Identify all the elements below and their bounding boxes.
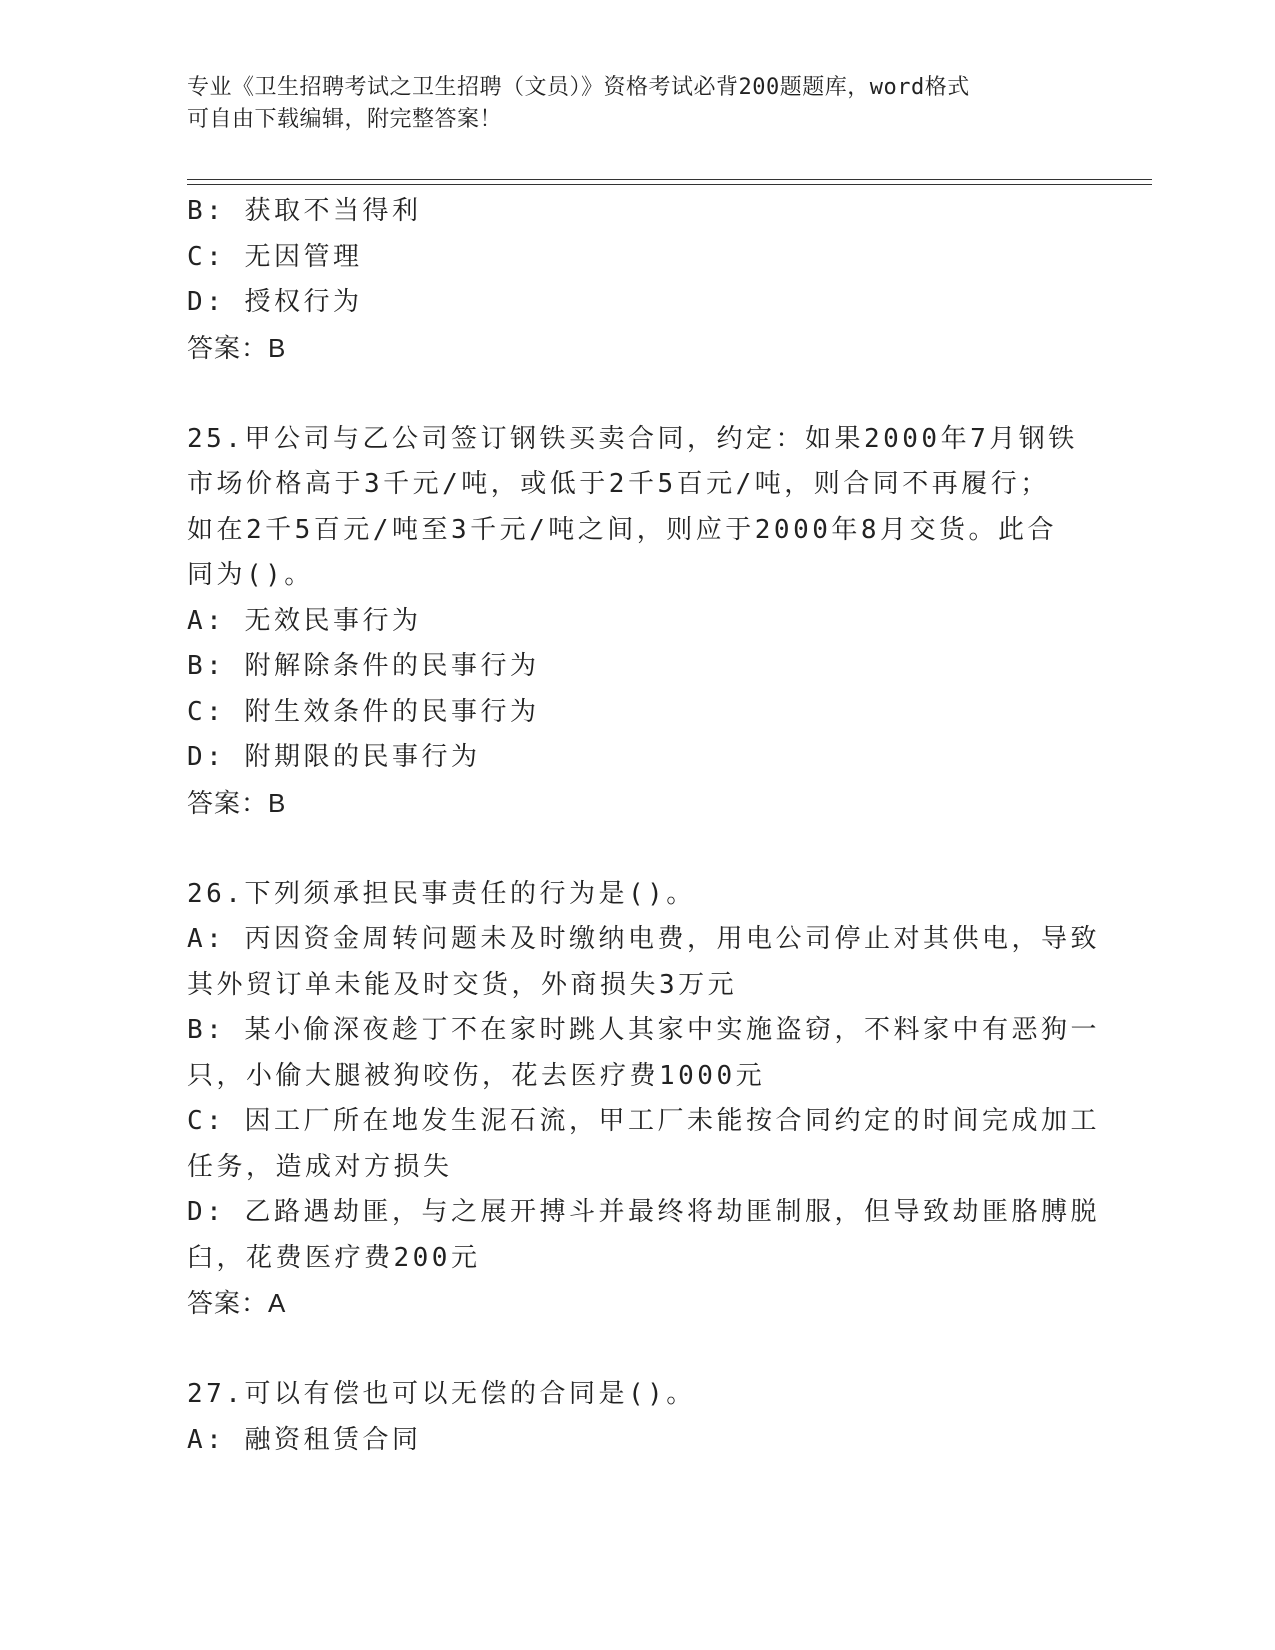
option-c: C: 附生效条件的民事行为 bbox=[187, 696, 540, 727]
header-line-1: 专业《卫生招聘考试之卫生招聘（文员）》资格考试必背200题题库，word格式 bbox=[187, 75, 970, 100]
spacer bbox=[187, 826, 1077, 872]
spacer bbox=[187, 1327, 1077, 1373]
option-b: B: 获取不当得利 bbox=[187, 196, 422, 226]
question-24 bbox=[187, 189, 1077, 371]
document-header bbox=[187, 72, 1067, 136]
question-list bbox=[187, 189, 1100, 1463]
option-c: C: 因工厂所在地发生泥石流，甲工厂未能按合同约定的时间完成加工 bbox=[187, 1106, 1100, 1136]
option-a: A: 融资租赁合同 bbox=[187, 1424, 422, 1455]
option-d: D: 附期限的民事行为 bbox=[187, 742, 481, 772]
question-stem: 27.可以有偿也可以无偿的合同是()。 bbox=[187, 1379, 696, 1409]
option-d-continued: 臼，花费医疗费200元 bbox=[187, 1242, 481, 1273]
question-stem: 如在2千5百元/吨至3千元/吨之间，则应于2000年8月交货。此合 bbox=[187, 514, 1058, 545]
header-rule-top bbox=[187, 179, 1152, 180]
question-stem: 26.下列须承担民事责任的行为是()。 bbox=[187, 878, 696, 909]
option-d: D: 乙路遇劫匪，与之展开搏斗并最终将劫匪制服，但导致劫匪胳膊脱 bbox=[187, 1197, 1100, 1227]
question-25 bbox=[187, 417, 1077, 827]
answer: 答案：A bbox=[187, 1288, 287, 1318]
question-stem: 同为()。 bbox=[187, 560, 314, 590]
option-b: B: 某小偷深夜趁丁不在家时跳人其家中实施盗窃，不料家中有恶狗一 bbox=[187, 1015, 1100, 1045]
spacer bbox=[187, 371, 1077, 417]
question-26 bbox=[187, 872, 1100, 1327]
option-c: C: 无因管理 bbox=[187, 241, 363, 272]
answer: 答案：B bbox=[187, 787, 287, 818]
option-c-continued: 任务，造成对方损失 bbox=[187, 1151, 453, 1182]
option-b: B: 附解除条件的民事行为 bbox=[187, 651, 540, 681]
question-27 bbox=[187, 1372, 1077, 1463]
question-stem: 市场价格高于3千元/吨，或低于2千5百元/吨，则合同不再履行； bbox=[187, 469, 1050, 499]
option-d: D: 授权行为 bbox=[187, 287, 363, 317]
answer: 答案：B bbox=[187, 332, 287, 363]
question-stem: 25.甲公司与乙公司签订钢铁买卖合同，约定：如果2000年7月钢铁 bbox=[187, 423, 1078, 454]
option-a-continued: 其外贸订单未能及时交货，外商损失3万元 bbox=[187, 969, 738, 1000]
option-a: A: 无效民事行为 bbox=[187, 605, 422, 636]
header-rule-bottom bbox=[187, 184, 1152, 185]
header-line-2: 可自由下载编辑，附完整答案！ bbox=[187, 107, 503, 132]
option-a: A: 丙因资金周转问题未及时缴纳电费，用电公司停止对其供电，导致 bbox=[187, 924, 1100, 954]
option-b-continued: 只，小偷大腿被狗咬伤，花去医疗费1000元 bbox=[187, 1060, 766, 1091]
